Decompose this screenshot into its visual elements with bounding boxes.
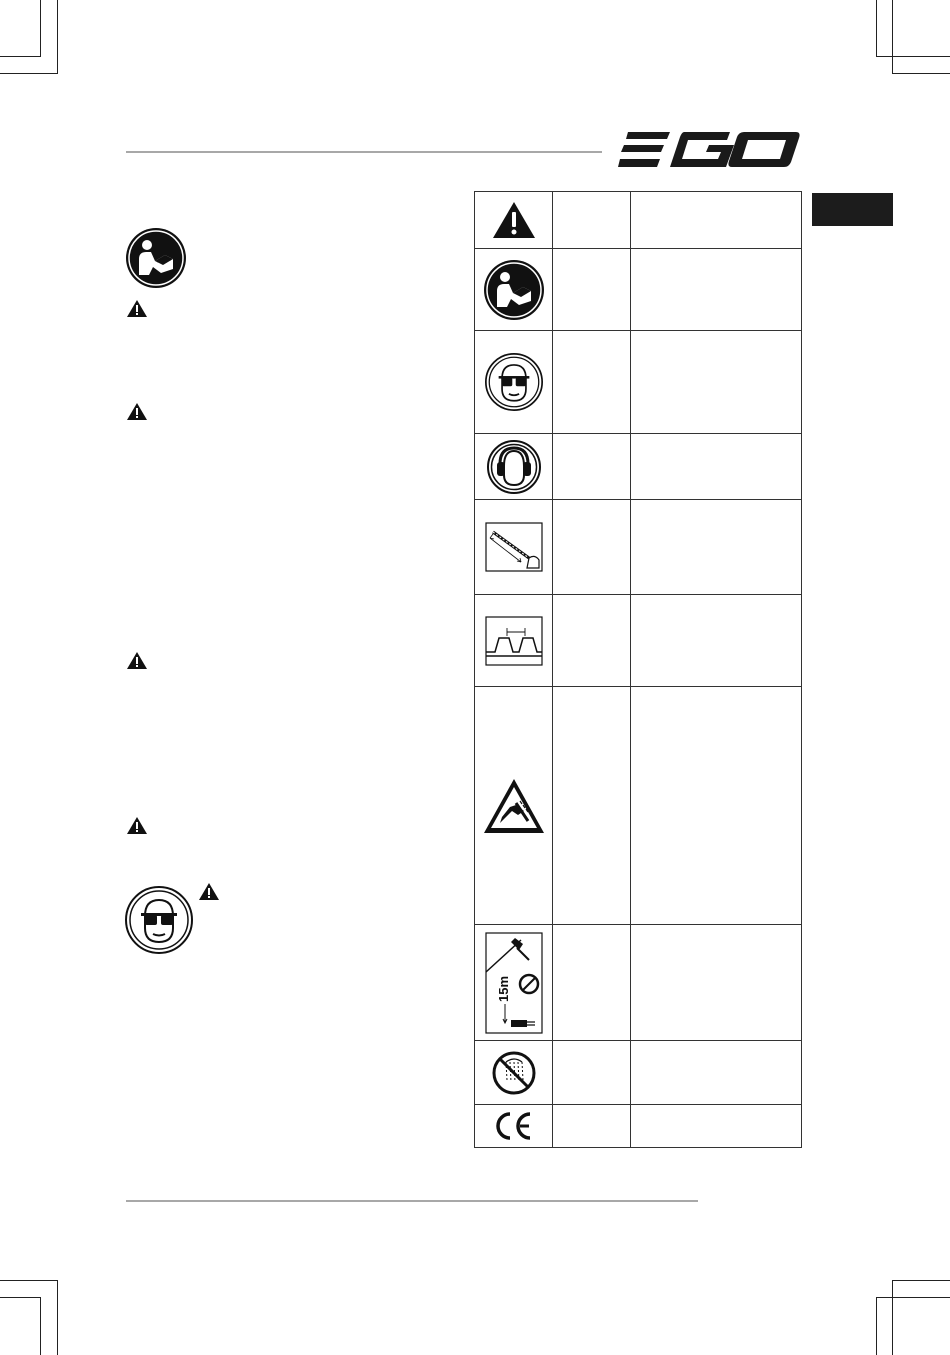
table-icon-cell	[475, 595, 553, 687]
warning-triangle-icon	[126, 816, 148, 840]
symbol-name	[553, 1105, 631, 1148]
table-row	[475, 1041, 802, 1105]
symbol-description	[631, 331, 802, 434]
cutting-length-icon	[485, 522, 543, 572]
read-manual-icon	[125, 227, 187, 294]
table-row	[475, 434, 802, 500]
symbol-name	[553, 500, 631, 595]
blade-hazard-icon	[482, 777, 546, 835]
symbol-description	[631, 925, 802, 1041]
table-row	[475, 249, 802, 331]
read-manual-icon	[483, 259, 545, 321]
no-rain-icon	[491, 1050, 537, 1096]
table-row	[475, 687, 802, 925]
table-icon-cell	[475, 434, 553, 500]
table-row	[475, 1105, 802, 1148]
symbol-description	[631, 192, 802, 249]
ce-mark-icon	[493, 1111, 535, 1141]
table-row	[475, 192, 802, 249]
crop-mark	[40, 1297, 41, 1355]
crop-mark	[0, 56, 40, 57]
symbol-name	[553, 1041, 631, 1105]
table-row	[475, 925, 802, 1041]
symbol-table	[474, 191, 802, 1148]
symbol-description	[631, 500, 802, 595]
tooth-spacing-icon	[485, 616, 543, 666]
symbol-name	[553, 434, 631, 500]
crop-mark	[0, 73, 58, 74]
symbol-name	[553, 192, 631, 249]
ego-logo	[618, 130, 800, 170]
ear-protection-icon	[487, 440, 541, 494]
crop-mark	[892, 73, 950, 74]
table-row	[475, 331, 802, 434]
crop-mark	[0, 1297, 40, 1298]
table-icon-cell	[475, 500, 553, 595]
table-row	[475, 500, 802, 595]
symbol-name	[553, 595, 631, 687]
warning-triangle-icon	[126, 402, 148, 426]
symbol-description	[631, 249, 802, 331]
crop-mark	[57, 0, 58, 74]
symbol-name	[553, 331, 631, 434]
symbol-name	[553, 249, 631, 331]
power-line-distance-icon	[485, 932, 543, 1034]
table-icon-cell	[475, 192, 553, 249]
table-icon-cell	[475, 331, 553, 434]
warning-triangle-icon	[198, 882, 220, 906]
crop-mark	[876, 0, 877, 57]
symbol-description	[631, 1041, 802, 1105]
symbol-description	[631, 595, 802, 687]
table-icon-cell	[475, 687, 553, 925]
table-row	[475, 595, 802, 687]
table-icon-cell	[475, 925, 553, 1041]
crop-mark	[892, 0, 893, 74]
crop-mark	[57, 1280, 58, 1355]
crop-mark	[876, 1297, 877, 1355]
eye-protection-icon	[485, 353, 543, 411]
distance-label: 15m	[495, 975, 511, 1002]
table-icon-cell	[475, 1041, 553, 1105]
language-tab	[812, 193, 893, 226]
symbol-name	[553, 925, 631, 1041]
crop-mark	[892, 1280, 893, 1355]
header-rule	[126, 151, 602, 153]
table-icon-cell	[475, 1105, 553, 1148]
symbol-description	[631, 434, 802, 500]
symbol-description	[631, 1105, 802, 1148]
eye-protection-icon	[125, 886, 193, 959]
table-icon-cell	[475, 249, 553, 331]
symbol-name	[553, 687, 631, 925]
crop-mark	[876, 56, 950, 57]
crop-mark	[40, 0, 41, 57]
crop-mark	[876, 1297, 950, 1298]
symbol-description	[631, 687, 802, 925]
footer-rule	[126, 1200, 698, 1202]
warning-triangle-icon	[491, 200, 537, 240]
crop-mark	[892, 1280, 950, 1281]
warning-triangle-icon	[126, 651, 148, 675]
crop-mark	[0, 1280, 58, 1281]
warning-triangle-icon	[126, 299, 148, 323]
